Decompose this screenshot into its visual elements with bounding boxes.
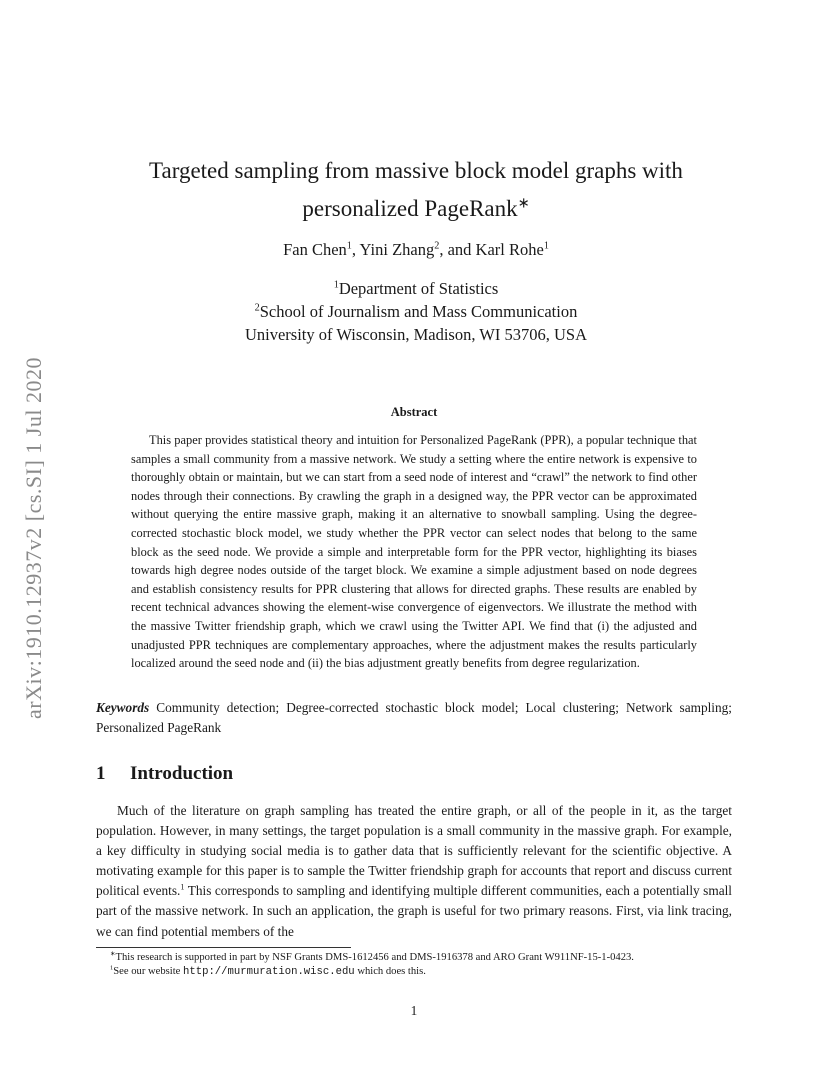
title-footnote-mark: ∗: [517, 195, 530, 212]
footnotes: [96, 951, 732, 979]
author-affil-mark: 2: [434, 240, 440, 252]
abstract-text: This paper provides statistical theory and intuition for Personalized PageRank (PPR), a popular technique that samples a small community from a massive network. We study a setting where the entire network is expensive to thoroughly obtain or maintain, but we can start from a seed node of interest and “crawl” the network to find other nodes through their connections. By crawling the graph in a designed way, the PPR vector can be approximated without querying the entire massive graph, making it an alternative to snowball sampling. Using the degree-corrected stochastic block model, we study whether the PPR vector can select nodes that belong to the same block as the seed node. We provide a simple and interpretable form for the PPR vector, highlighting its biases towards high degree nodes outside of the target block. We examine a simple adjustment based on node degrees and establish consistency results for PPR clustering that allows for directed graphs. These results are enabled by recent technical advances showing the element-wise convergence of eigenvectors. We illustrate the method with the massive Twitter friendship graph, which we crawl using the Twitter API. We find that (i) the adjusted and unadjusted PPR techniques are complementary approaches, where the adjustment makes the results particularly localized around the seed node and (ii) the bias adjustment greatly benefits from degree regularization.: [131, 433, 697, 671]
affil-mark: 1: [333, 279, 339, 291]
author-separator: ,: [351, 240, 360, 259]
paper-title: [96, 152, 736, 228]
arxiv-identifier: arXiv:1910.12937v2 [cs.SI] 1 Jul 2020: [21, 357, 47, 719]
author-list: [96, 240, 736, 260]
keywords-text: Community detection; Degree-corrected stochastic block model; Local clustering; Network sampling; Personalized PageRank: [96, 700, 732, 735]
author-separator: , and: [439, 240, 476, 259]
keywords-label: Keywords: [96, 700, 150, 715]
intro-paragraph: [96, 801, 732, 942]
affiliation-line: [96, 277, 736, 300]
footnote-ref: 1: [180, 882, 185, 892]
intro-text-a: Much of the literature on graph sampling has treated the entire graph, or all of the people in it, as the target population. However, in many settings, the target population is a small community in the massive graph. For example, a key difficulty in studying social media is to gather data that is sufficiently relevant for the scientific objective. A motivating example for this paper is to sample the Twitter friendship graph for accounts that report and discuss current political events.: [96, 803, 732, 899]
author-name: Yini Zhang: [359, 240, 435, 259]
affil-text: School of Journalism and Mass Communication: [259, 302, 578, 321]
footnote-1: [96, 951, 732, 965]
affil-text: Department of Statistics: [338, 279, 499, 298]
footnote-1-text: This research is supported in part by NSF Grants DMS-1612456 and DMS-1916378 and ARO Grant W911NF-15-1-0423.: [115, 952, 634, 963]
section-heading: [96, 763, 233, 785]
affiliation-line: [96, 323, 736, 346]
intro-text-b: This corresponds to sampling and identifying multiple different communities, each a potentially small part of the massive network. In such an application, the graph is useful for two primary reasons. First, via link tracing, we can find potential members of the: [96, 883, 732, 939]
title-line-1: Targeted sampling from massive block model graphs with: [149, 158, 683, 183]
footnote-2-mark: 1: [110, 963, 114, 971]
keywords: [96, 698, 732, 737]
affiliation-line: [96, 300, 736, 323]
author-affil-mark: 1: [543, 240, 549, 252]
section-title: Introduction: [130, 763, 234, 784]
author-name: Fan Chen: [283, 240, 347, 259]
affil-text: University of Wisconsin, Madison, WI 53706, USA: [244, 325, 587, 344]
footnote-2-url[interactable]: http://murmuration.wisc.edu: [183, 965, 355, 978]
footnote-2: [96, 965, 732, 980]
footnote-1-mark: ∗: [110, 950, 116, 958]
author-affil-mark: 1: [346, 240, 352, 252]
footnote-rule: [96, 947, 351, 948]
footnote-2-pre: See our website: [113, 965, 184, 977]
title-line-2: personalized PageRank: [302, 196, 518, 221]
section-number: 1: [96, 763, 106, 784]
affil-mark: 2: [254, 302, 260, 314]
affiliations: [96, 277, 736, 346]
author-name: Karl Rohe: [475, 240, 544, 259]
abstract-heading: Abstract: [390, 405, 438, 419]
footnote-2-post: which does this.: [354, 965, 426, 977]
arxiv-sidebar-stamp: [16, 318, 52, 758]
page-number: 1: [410, 1003, 418, 1018]
